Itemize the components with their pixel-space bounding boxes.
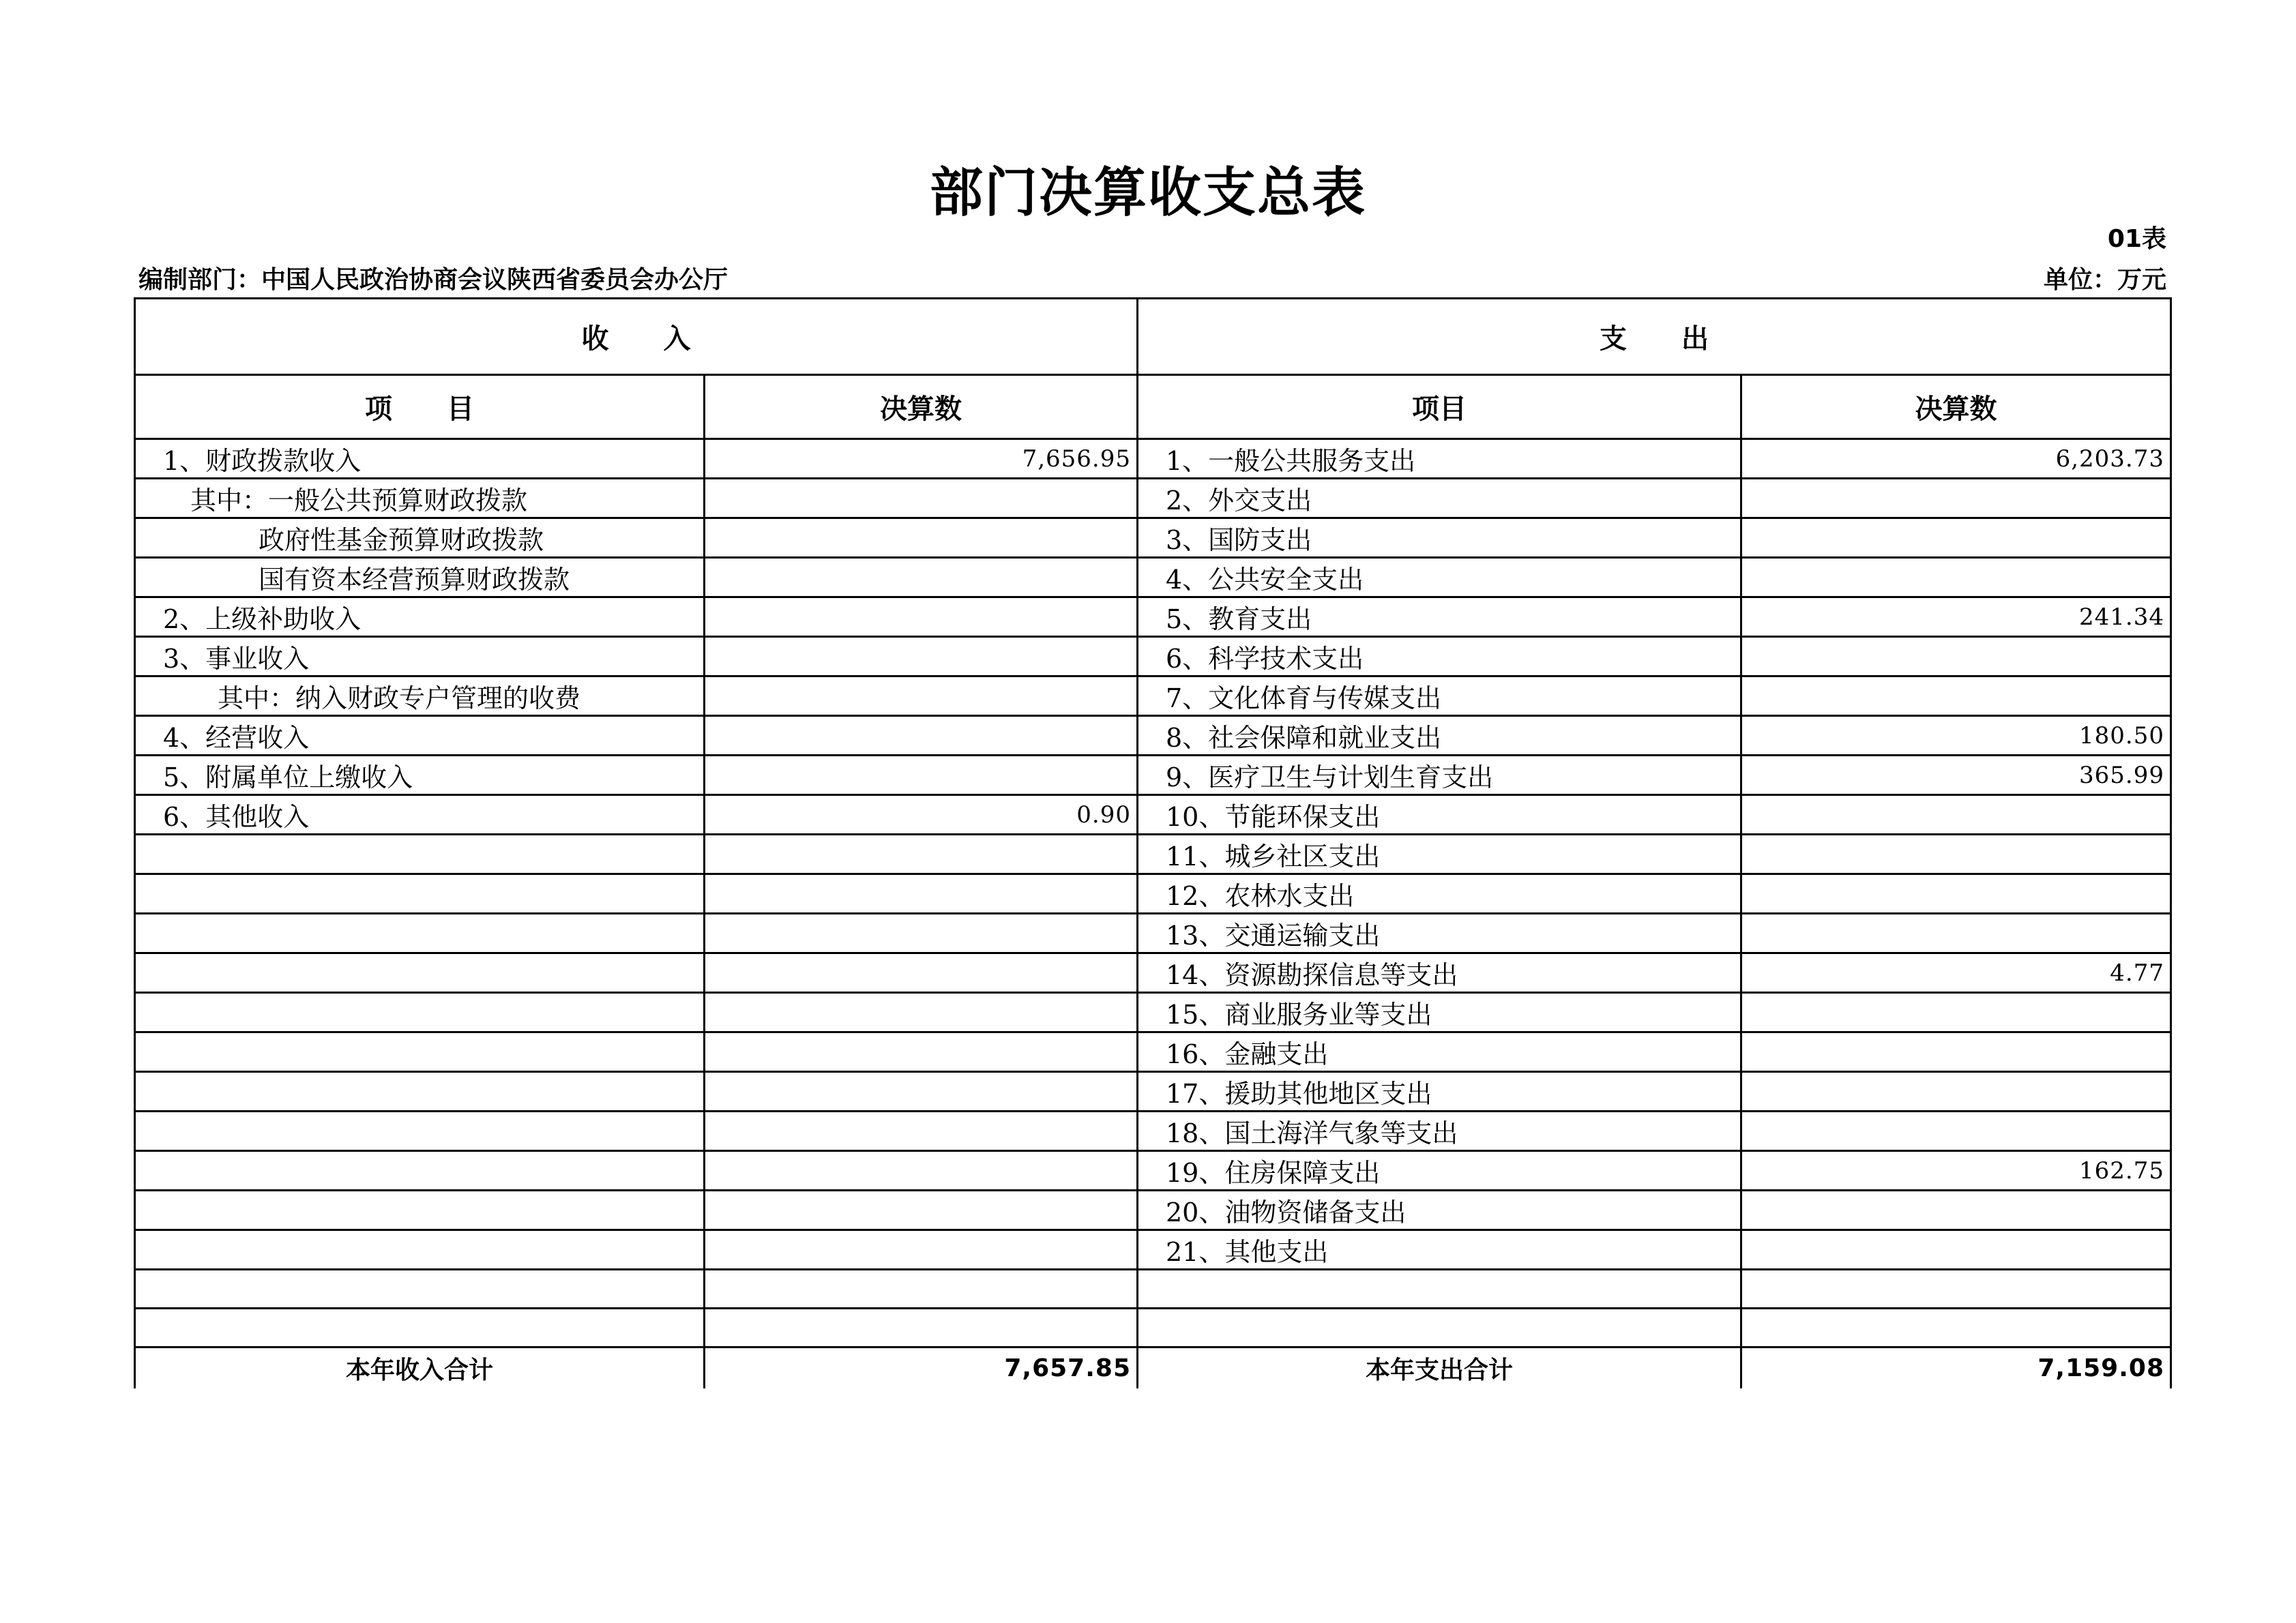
expense-amount-cell: 180.50 bbox=[1741, 716, 2171, 756]
unit-label: 单位：万元 bbox=[2043, 266, 2166, 294]
expense-item-cell: 8、社会保障和就业支出 bbox=[1138, 716, 1741, 756]
income-item-cell bbox=[135, 1230, 705, 1270]
table-number: 01表 bbox=[2107, 225, 2166, 253]
income-item-cell bbox=[135, 874, 705, 914]
income-total-amount: 7,657.85 bbox=[705, 1347, 1138, 1388]
income-item-cell bbox=[135, 1191, 705, 1230]
expense-item-cell: 5、教育支出 bbox=[1138, 597, 1741, 637]
expense-amount-cell bbox=[1741, 676, 2171, 716]
expense-amount-cell bbox=[1741, 558, 2171, 597]
income-item-cell bbox=[135, 953, 705, 993]
expense-amount-cell: 6,203.73 bbox=[1741, 439, 2171, 479]
income-item-cell: 2、上级补助收入 bbox=[135, 597, 705, 637]
table-row bbox=[135, 518, 2171, 558]
income-amount-cell: 7,656.95 bbox=[705, 439, 1138, 479]
income-item-cell: 4、经营收入 bbox=[135, 716, 705, 756]
income-item-cell bbox=[135, 993, 705, 1032]
income-item-cell bbox=[135, 1072, 705, 1112]
income-item-cell: 5、附属单位上缴收入 bbox=[135, 756, 705, 795]
income-amount-cell bbox=[705, 1270, 1138, 1309]
expense-item-cell: 7、文化体育与传媒支出 bbox=[1138, 676, 1741, 716]
table-row bbox=[135, 993, 2171, 1032]
income-amount-cell: 0.90 bbox=[705, 795, 1138, 835]
expense-amount-cell bbox=[1741, 993, 2171, 1032]
expense-amount-cell bbox=[1741, 1230, 2171, 1270]
table-row bbox=[135, 1230, 2171, 1270]
expense-amount-cell bbox=[1741, 795, 2171, 835]
income-amount-cell bbox=[705, 756, 1138, 795]
expense-item-cell: 17、援助其他地区支出 bbox=[1138, 1072, 1741, 1112]
expense-amount-cell: 365.99 bbox=[1741, 756, 2171, 795]
expense-amount-cell bbox=[1741, 637, 2171, 676]
expense-amount-cell bbox=[1741, 914, 2171, 953]
expense-item-cell: 18、国土海洋气象等支出 bbox=[1138, 1112, 1741, 1151]
expense-item-cell: 11、城乡社区支出 bbox=[1138, 835, 1741, 874]
expense-item-cell: 19、住房保障支出 bbox=[1138, 1151, 1741, 1191]
expense-amount-cell bbox=[1741, 874, 2171, 914]
table-row bbox=[135, 835, 2171, 874]
expense-amount-cell bbox=[1741, 518, 2171, 558]
compiling-department: 编制部门：中国人民政治协商会议陕西省委员会办公厅 bbox=[138, 266, 728, 294]
expense-item-cell: 6、科学技术支出 bbox=[1138, 637, 1741, 676]
income-amount-cell bbox=[705, 993, 1138, 1032]
income-item-cell bbox=[135, 1032, 705, 1072]
table-row bbox=[135, 479, 2171, 518]
income-amount-cell bbox=[705, 558, 1138, 597]
expense-item-cell: 20、油物资储备支出 bbox=[1138, 1191, 1741, 1230]
expense-item-cell: 21、其他支出 bbox=[1138, 1230, 1741, 1270]
expense-item-cell: 14、资源勘探信息等支出 bbox=[1138, 953, 1741, 993]
section-header-row bbox=[135, 299, 2171, 375]
expense-amount-cell: 4.77 bbox=[1741, 953, 2171, 993]
expense-item-cell: 9、医疗卫生与计划生育支出 bbox=[1138, 756, 1741, 795]
income-item-cell bbox=[135, 1270, 705, 1309]
table-row bbox=[135, 597, 2171, 637]
income-amount-cell bbox=[705, 1072, 1138, 1112]
income-amount-cell bbox=[705, 716, 1138, 756]
income-amount-cell bbox=[705, 1032, 1138, 1072]
expense-item-cell: 16、金融支出 bbox=[1138, 1032, 1741, 1072]
income-amount-cell bbox=[705, 953, 1138, 993]
income-item-cell bbox=[135, 1309, 705, 1347]
income-item-cell bbox=[135, 1151, 705, 1191]
column-header-row bbox=[135, 375, 2171, 439]
income-item-cell: 其中：纳入财政专户管理的收费 bbox=[135, 676, 705, 716]
table-row bbox=[135, 1112, 2171, 1151]
income-amount-cell bbox=[705, 1151, 1138, 1191]
expense-item-cell: 2、外交支出 bbox=[1138, 479, 1741, 518]
table-row bbox=[135, 716, 2171, 756]
income-item-cell bbox=[135, 835, 705, 874]
expense-item-cell: 10、节能环保支出 bbox=[1138, 795, 1741, 835]
income-amount-cell bbox=[705, 835, 1138, 874]
table-row bbox=[135, 1309, 2171, 1347]
expense-item-cell: 4、公共安全支出 bbox=[1138, 558, 1741, 597]
income-amount-header: 决算数 bbox=[705, 375, 1138, 439]
income-item-cell: 6、其他收入 bbox=[135, 795, 705, 835]
expense-amount-cell bbox=[1741, 479, 2171, 518]
table-row bbox=[135, 1072, 2171, 1112]
income-item-cell: 3、事业收入 bbox=[135, 637, 705, 676]
table-row bbox=[135, 953, 2171, 993]
table-row bbox=[135, 558, 2171, 597]
expense-item-header: 项目 bbox=[1138, 375, 1741, 439]
expense-amount-cell bbox=[1741, 1072, 2171, 1112]
table-row bbox=[135, 1270, 2171, 1309]
expense-amount-cell bbox=[1741, 1032, 2171, 1072]
expense-amount-header: 决算数 bbox=[1741, 375, 2171, 439]
income-item-cell bbox=[135, 1112, 705, 1151]
income-item-header: 项 目 bbox=[135, 375, 705, 439]
expense-item-cell: 15、商业服务业等支出 bbox=[1138, 993, 1741, 1032]
income-amount-cell bbox=[705, 1309, 1138, 1347]
income-amount-cell bbox=[705, 1191, 1138, 1230]
income-item-cell bbox=[135, 914, 705, 953]
income-amount-cell bbox=[705, 914, 1138, 953]
table-row bbox=[135, 1032, 2171, 1072]
income-item-cell: 国有资本经营预算财政拨款 bbox=[135, 558, 705, 597]
expense-item-cell bbox=[1138, 1309, 1741, 1347]
income-amount-cell bbox=[705, 637, 1138, 676]
table-row bbox=[135, 1151, 2171, 1191]
expense-item-cell: 1、一般公共服务支出 bbox=[1138, 439, 1741, 479]
expense-amount-cell: 162.75 bbox=[1741, 1151, 2171, 1191]
table-row bbox=[135, 914, 2171, 953]
table-row bbox=[135, 1191, 2171, 1230]
expense-amount-cell bbox=[1741, 1191, 2171, 1230]
income-section-header: 收 入 bbox=[135, 299, 1138, 375]
income-amount-cell bbox=[705, 676, 1138, 716]
table-row bbox=[135, 637, 2171, 676]
expense-total-label: 本年支出合计 bbox=[1138, 1347, 1741, 1388]
table-row bbox=[135, 676, 2171, 716]
table-row bbox=[135, 874, 2171, 914]
expense-amount-cell: 241.34 bbox=[1741, 597, 2171, 637]
table-row bbox=[135, 439, 2171, 479]
table-row bbox=[135, 795, 2171, 835]
expense-item-cell: 13、交通运输支出 bbox=[1138, 914, 1741, 953]
expense-amount-cell bbox=[1741, 1270, 2171, 1309]
table-row bbox=[135, 756, 2171, 795]
income-expense-table bbox=[134, 297, 2172, 1388]
expense-item-cell: 3、国防支出 bbox=[1138, 518, 1741, 558]
income-total-label: 本年收入合计 bbox=[135, 1347, 705, 1388]
expense-amount-cell bbox=[1741, 1112, 2171, 1151]
total-row bbox=[135, 1347, 2171, 1388]
expense-amount-cell bbox=[1741, 1309, 2171, 1347]
income-amount-cell bbox=[705, 597, 1138, 637]
expense-section-header: 支 出 bbox=[1138, 299, 2171, 375]
page-title: 部门决算收支总表 bbox=[929, 162, 1366, 224]
income-amount-cell bbox=[705, 874, 1138, 914]
income-item-cell: 政府性基金预算财政拨款 bbox=[135, 518, 705, 558]
income-item-cell: 1、财政拨款收入 bbox=[135, 439, 705, 479]
expense-item-cell: 12、农林水支出 bbox=[1138, 874, 1741, 914]
income-amount-cell bbox=[705, 518, 1138, 558]
expense-item-cell bbox=[1138, 1270, 1741, 1309]
income-item-cell: 其中：一般公共预算财政拨款 bbox=[135, 479, 705, 518]
income-amount-cell bbox=[705, 1112, 1138, 1151]
income-amount-cell bbox=[705, 479, 1138, 518]
expense-total-amount: 7,159.08 bbox=[1741, 1347, 2171, 1388]
income-amount-cell bbox=[705, 1230, 1138, 1270]
expense-amount-cell bbox=[1741, 835, 2171, 874]
